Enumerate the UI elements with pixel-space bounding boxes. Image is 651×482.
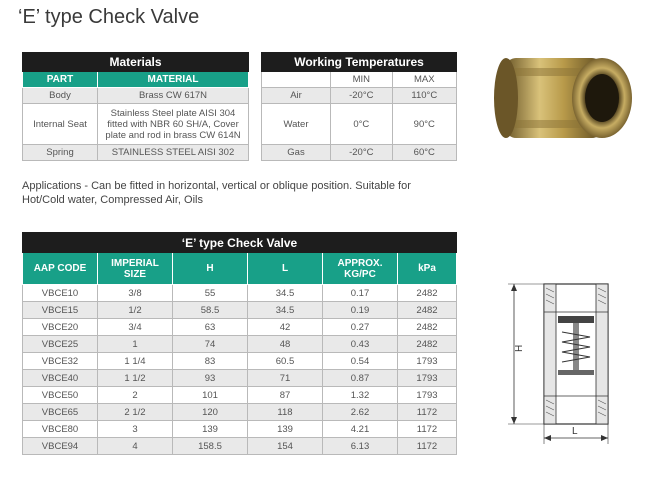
valve-table-cell: 58.5 (173, 302, 248, 319)
valve-table-cell: 2.62 (323, 404, 398, 421)
valve-table-row (23, 421, 457, 438)
valve-table-heading: ‘E’ type Check Valve (23, 233, 457, 253)
valve-table-cell: 101 (173, 387, 248, 404)
valve-table-cell: 2 (98, 387, 173, 404)
materials-row (23, 104, 249, 145)
valve-table-cell: 87 (248, 387, 323, 404)
valve-table-cell: 34.5 (248, 302, 323, 319)
valve-table-cell: 154 (248, 438, 323, 455)
valve-table-cell: 0.17 (323, 285, 398, 302)
col-part: PART (23, 72, 98, 88)
materials-table (22, 52, 249, 161)
min-cell: -20°C (331, 88, 393, 104)
l-dimension-label: L (572, 426, 578, 437)
valve-table-cell: VBCE65 (23, 404, 98, 421)
max-cell: 110°C (392, 88, 456, 104)
materials-row (23, 88, 249, 104)
min-cell: 0°C (331, 104, 393, 145)
materials-heading: Materials (23, 53, 249, 72)
valve-photo (484, 40, 644, 155)
col-material: MATERIAL (98, 72, 249, 88)
valve-table-cell: 48 (248, 336, 323, 353)
valve-table-cell: 63 (173, 319, 248, 336)
materials-row (23, 145, 249, 161)
valve-table-cell: 1793 (398, 387, 457, 404)
material-cell: Brass CW 617N (98, 88, 249, 104)
valve-table-cell: 2482 (398, 336, 457, 353)
medium-cell: Water (262, 104, 331, 145)
valve-table-cell: 4 (98, 438, 173, 455)
valve-table-cell: 1 (98, 336, 173, 353)
material-cell: Stainless Steel plate AISI 304 fitted with NBR 60 SH/A, Cover plate and rod in brass CW 614N (98, 104, 249, 145)
valve-table-cell: 6.13 (323, 438, 398, 455)
col-medium (262, 72, 331, 88)
h-dimension-label: H (514, 344, 525, 352)
valve-table-cell: VBCE80 (23, 421, 98, 438)
valve-table-cell: VBCE94 (23, 438, 98, 455)
valve-table-cell: 0.87 (323, 370, 398, 387)
material-cell: STAINLESS STEEL AISI 302 (98, 145, 249, 161)
valve-table-cell: 2482 (398, 302, 457, 319)
valve-table-cell: 3/8 (98, 285, 173, 302)
valve-table-cell: 139 (173, 421, 248, 438)
valve-table-cell: 3 (98, 421, 173, 438)
col-min: MIN (331, 72, 393, 88)
valve-table-cell: 55 (173, 285, 248, 302)
valve-table-cell: 0.27 (323, 319, 398, 336)
valve-table-cell: 158.5 (173, 438, 248, 455)
valve-table-cell: 1 1/2 (98, 370, 173, 387)
valve-table-cell: 1.32 (323, 387, 398, 404)
valve-table-row (23, 302, 457, 319)
col-imperial-size: IMPERIAL SIZE (98, 253, 173, 285)
valve-table-cell: VBCE50 (23, 387, 98, 404)
valve-table-cell: VBCE10 (23, 285, 98, 302)
valve-spec-table (22, 232, 457, 455)
valve-table-cell: 118 (248, 404, 323, 421)
valve-table-row (23, 353, 457, 370)
max-cell: 90°C (392, 104, 456, 145)
valve-table-cell: 1172 (398, 438, 457, 455)
valve-table-cell: 4.21 (323, 421, 398, 438)
valve-table-cell: 1 1/4 (98, 353, 173, 370)
valve-table-cell: VBCE20 (23, 319, 98, 336)
temperatures-heading: Working Temperatures (262, 53, 457, 72)
valve-table-cell: VBCE15 (23, 302, 98, 319)
valve-table-cell: 2482 (398, 285, 457, 302)
valve-table-cell: 42 (248, 319, 323, 336)
valve-table-cell: 1172 (398, 421, 457, 438)
valve-table-cell: 120 (173, 404, 248, 421)
col-h: H (173, 253, 248, 285)
valve-table-cell: 3/4 (98, 319, 173, 336)
valve-table-cell: 83 (173, 353, 248, 370)
valve-table-cell: 1793 (398, 370, 457, 387)
part-cell: Internal Seat (23, 104, 98, 145)
temperatures-table (261, 52, 457, 161)
medium-cell: Air (262, 88, 331, 104)
valve-table-cell: VBCE25 (23, 336, 98, 353)
valve-table-cell: 60.5 (248, 353, 323, 370)
valve-table-row (23, 285, 457, 302)
page-title: ‘E’ type Check Valve (18, 6, 200, 28)
part-cell: Spring (23, 145, 98, 161)
valve-table-row (23, 336, 457, 353)
valve-table-cell: 139 (248, 421, 323, 438)
valve-section-drawing (500, 272, 630, 472)
min-cell: -20°C (331, 145, 393, 161)
valve-table-cell: 34.5 (248, 285, 323, 302)
valve-table-cell: 1/2 (98, 302, 173, 319)
col-kpa: kPa (398, 253, 457, 285)
applications-text: Applications - Can be fitted in horizontal, vertical or oblique position. Suitable for Hot/Cold water, Compressed Air, Oils (22, 180, 411, 206)
valve-table-cell: 0.19 (323, 302, 398, 319)
medium-cell: Gas (262, 145, 331, 161)
valve-table-cell: 2482 (398, 319, 457, 336)
col-aap-code: AAP CODE (23, 253, 98, 285)
valve-table-cell: VBCE40 (23, 370, 98, 387)
valve-table-cell: 74 (173, 336, 248, 353)
valve-table-cell: 0.54 (323, 353, 398, 370)
valve-table-row (23, 387, 457, 404)
valve-table-cell: 1172 (398, 404, 457, 421)
valve-table-cell: 93 (173, 370, 248, 387)
part-cell: Body (23, 88, 98, 104)
valve-table-row (23, 319, 457, 336)
valve-table-row (23, 438, 457, 455)
valve-table-row (23, 404, 457, 421)
col-l: L (248, 253, 323, 285)
valve-table-cell: 1793 (398, 353, 457, 370)
temperature-row (262, 145, 457, 161)
max-cell: 60°C (392, 145, 456, 161)
valve-table-cell: 0.43 (323, 336, 398, 353)
temperature-row (262, 88, 457, 104)
valve-table-cell: 71 (248, 370, 323, 387)
col-max: MAX (392, 72, 456, 88)
temperature-row (262, 104, 457, 145)
col-weight: APPROX. KG/PC (323, 253, 398, 285)
valve-table-cell: 2 1/2 (98, 404, 173, 421)
valve-table-cell: VBCE32 (23, 353, 98, 370)
valve-table-row (23, 370, 457, 387)
